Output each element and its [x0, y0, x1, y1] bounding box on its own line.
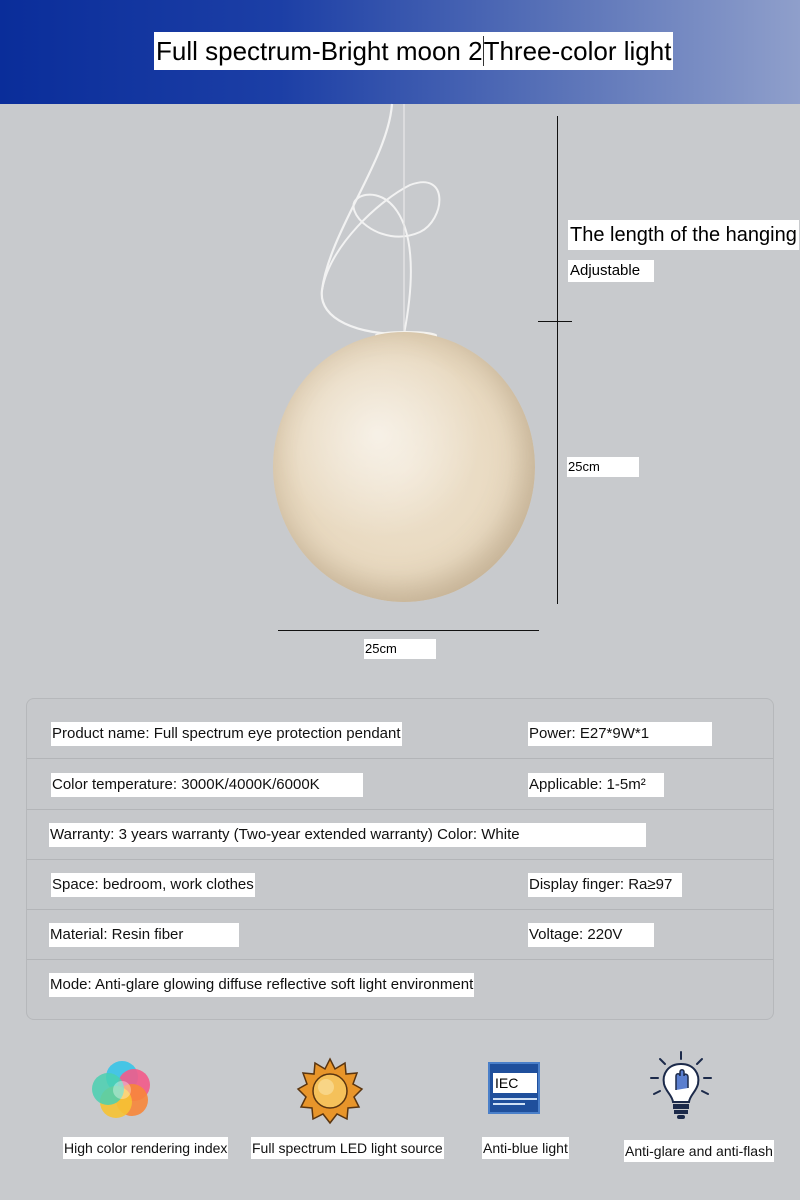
sun-icon: [296, 1057, 364, 1125]
height-value-label: 25cm: [567, 457, 639, 477]
hanging-tick: [538, 321, 572, 322]
spec-material: Material: Resin fiber: [49, 923, 239, 947]
spec-product-name: Product name: Full spectrum eye protection pendant: [51, 722, 402, 746]
feature-label-full-spectrum: Full spectrum LED light source: [251, 1137, 444, 1159]
width-dimension-line: [278, 630, 539, 631]
feature-label-anti-blue: Anti-blue light: [482, 1137, 569, 1159]
iec-line-icon: [493, 1098, 537, 1100]
width-value-label: 25cm: [364, 639, 436, 659]
iec-line-icon: [493, 1103, 525, 1105]
spec-row: [27, 709, 773, 759]
spec-row: [27, 810, 773, 860]
hand-bulb-icon: [646, 1050, 716, 1122]
spec-mode: Mode: Anti-glare glowing diffuse reflective soft light environment: [49, 973, 474, 997]
height-dimension-line: [557, 116, 558, 604]
spec-table: [26, 698, 774, 1020]
title-part-1: Full spectrum-Bright moon 2: [156, 36, 483, 66]
spec-voltage: Voltage: 220V: [528, 923, 654, 947]
spec-color-temperature: Color temperature: 3000K/4000K/6000K: [51, 773, 363, 797]
spec-row: [27, 960, 773, 1010]
hanging-adjustable-label: Adjustable: [568, 260, 654, 282]
hanging-length-label: The length of the hanging: [568, 220, 799, 250]
feature-label-anti-glare: Anti-glare and anti-flash: [624, 1140, 774, 1162]
spec-display-finger: Display finger: Ra≥97: [528, 873, 682, 897]
iec-badge-text: IEC: [493, 1073, 537, 1093]
spec-power: Power: E27*9W*1: [528, 722, 712, 746]
color-wheel-icon: [88, 1055, 156, 1123]
moon-globe: [273, 332, 535, 602]
spec-space: Space: bedroom, work clothes: [51, 873, 255, 897]
feature-label-cri: High color rendering index: [63, 1137, 228, 1159]
spec-warranty-color: Warranty: 3 years warranty (Two-year extended warranty) Color: White: [49, 823, 646, 847]
spec-row: [27, 860, 773, 910]
title-part-2: Three-color light: [483, 36, 672, 66]
spec-row: [27, 910, 773, 960]
spec-applicable: Applicable: 1-5m²: [528, 773, 664, 797]
iec-certificate-icon: [488, 1062, 540, 1114]
spec-row: [27, 760, 773, 810]
